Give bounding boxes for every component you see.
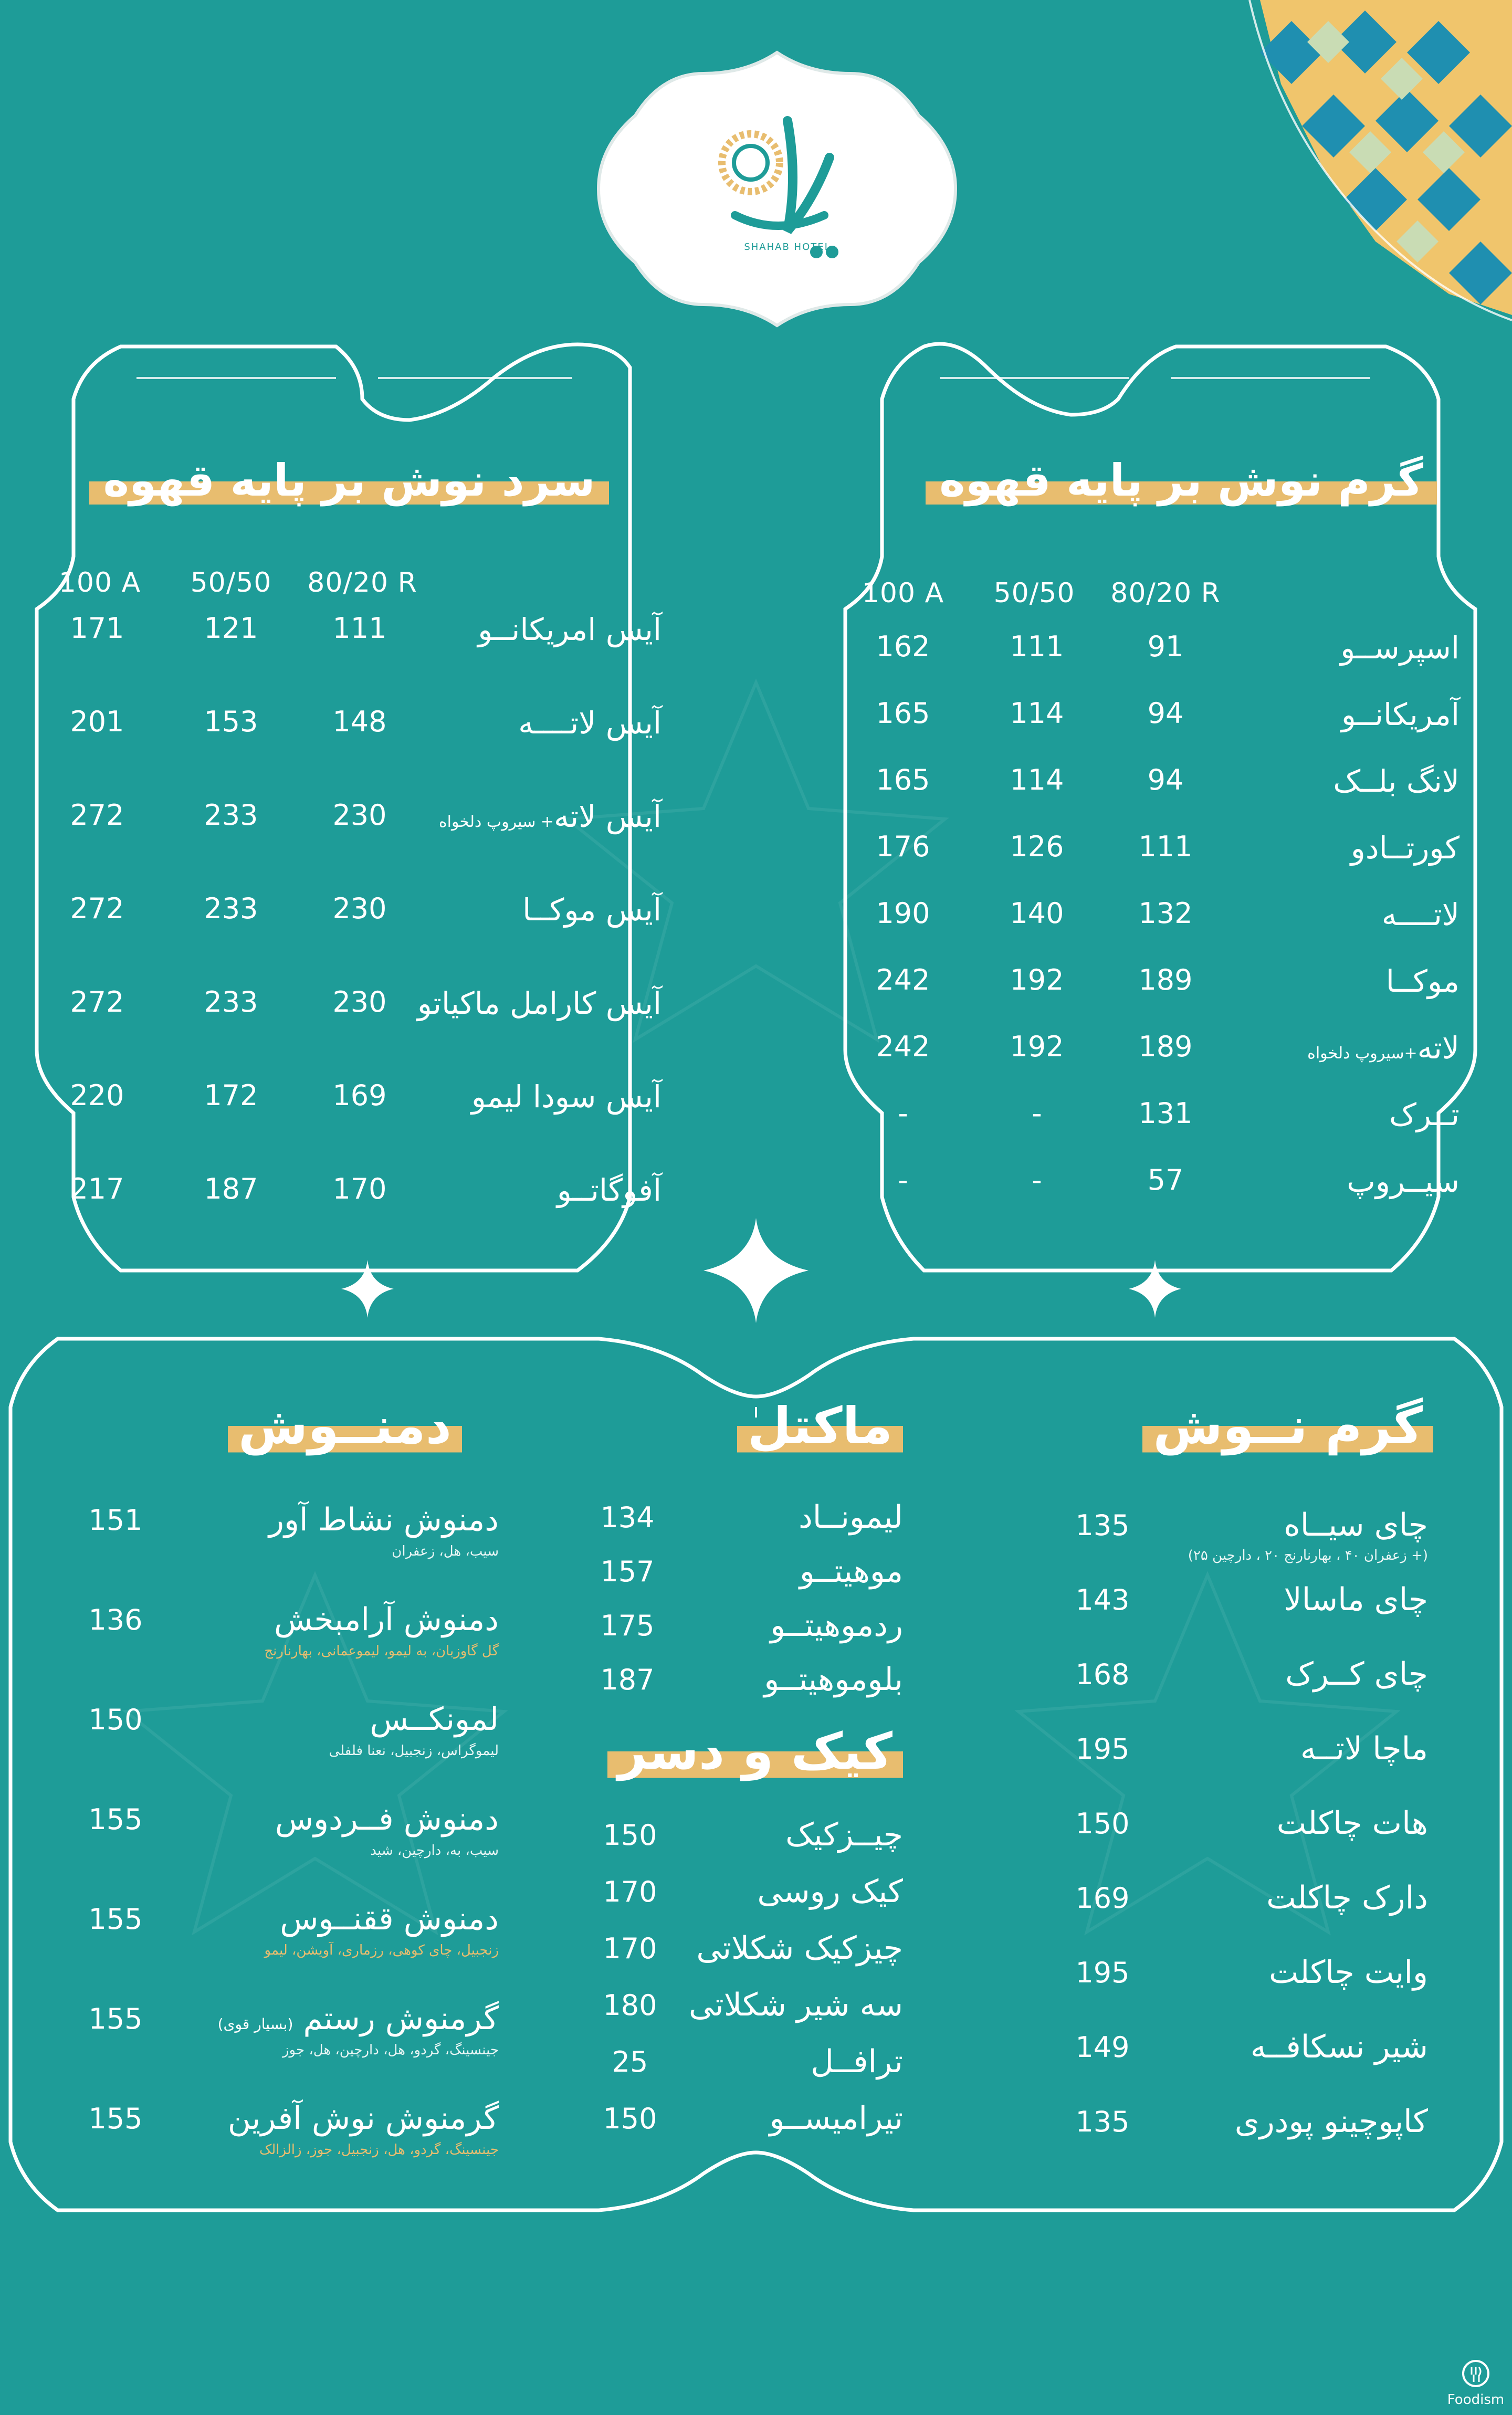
cold-coffee-price-100a: 272 bbox=[70, 799, 124, 832]
hot-coffee-item-label: کورتــادو bbox=[1350, 830, 1460, 866]
herbal-label: گرمنوش رستم bbox=[303, 2000, 499, 2037]
hot-drink-price: 143 bbox=[1075, 1583, 1130, 1616]
cold-coffee-price-100a: 220 bbox=[70, 1079, 124, 1112]
cold-coffee-item-note: + سیروپ دلخواه bbox=[438, 813, 554, 831]
hot-drink-price: 135 bbox=[1075, 1509, 1130, 1542]
herbal-label: دمنوش آرامبخش bbox=[274, 1601, 499, 1638]
herbal-name bbox=[275, 1801, 499, 1838]
cold-coffee-item-name bbox=[478, 612, 662, 647]
hot-drink-name: چای سیــاه bbox=[1284, 1507, 1428, 1544]
cold-coffee-price-100a: 272 bbox=[70, 892, 124, 925]
mocktail-name: بلوموهیتــو bbox=[764, 1661, 903, 1698]
hot-coffee-price-100a: - bbox=[898, 1163, 908, 1196]
cold-coffee-item-label: آیس سودا لیمو bbox=[471, 1079, 662, 1115]
hot-drink-name: چای کــرک bbox=[1285, 1656, 1428, 1693]
hot-coffee-price-100a: 176 bbox=[876, 830, 930, 863]
hot-drink-name: شیر نسکافــه bbox=[1250, 2029, 1428, 2065]
hot-coffee-price-8020: 111 bbox=[1138, 830, 1193, 863]
mocktail-price: 134 bbox=[600, 1501, 655, 1534]
hot-coffee-item-label: آمریکانــو bbox=[1341, 697, 1460, 732]
mosaic-decoration-icon bbox=[1250, 0, 1512, 320]
cake-price: 150 bbox=[603, 1819, 657, 1852]
hot-coffee-item-name bbox=[1341, 697, 1460, 732]
herbal-name bbox=[280, 1900, 499, 1937]
cake-price: 180 bbox=[603, 1989, 657, 2022]
herbal-label: گرمنوش نوش آفرین bbox=[227, 2100, 499, 2137]
cold-coffee-price-100a: 217 bbox=[70, 1172, 124, 1205]
hot-drink-price: 168 bbox=[1075, 1658, 1130, 1691]
hot-coffee-price-8020: 57 bbox=[1147, 1163, 1184, 1196]
logo-caption: SHAHAB HOTEL bbox=[744, 242, 831, 253]
mocktail-name: ردموهیتــو bbox=[770, 1607, 903, 1644]
herbal-name bbox=[228, 2100, 499, 2137]
cold-coffee-item-label: آیس لاتــــه bbox=[518, 705, 662, 741]
hot-drink-name: ماچا لاتــه bbox=[1300, 1730, 1428, 1767]
hot-drink-price: 195 bbox=[1075, 1732, 1130, 1766]
hot-coffee-title: گرم نوش بر پایه قهوه bbox=[892, 452, 1470, 509]
mocktail-name: لیمونــاد bbox=[799, 1499, 903, 1536]
hot-coffee-price-100a: 190 bbox=[876, 897, 930, 930]
herbal-note: لیموگراس، زنجبیل، نعنا فلفلی bbox=[329, 1743, 499, 1759]
hot-coffee-price-5050: 126 bbox=[1010, 830, 1064, 863]
hot-coffee-price-8020: 91 bbox=[1147, 630, 1184, 663]
herbal-title: دمنــوش bbox=[228, 1396, 462, 1455]
hot-coffee-item-name bbox=[1382, 897, 1460, 932]
hot-coffee-price-5050: 192 bbox=[1010, 963, 1064, 996]
herbal-price: 151 bbox=[88, 1504, 143, 1537]
cold-coffee-item-label: آیس لاته bbox=[554, 799, 662, 834]
hot-coffee-item-label: اسپرســو bbox=[1340, 630, 1460, 666]
hot-coffee-price-8020: 131 bbox=[1138, 1097, 1193, 1130]
foodism-icon bbox=[1461, 2359, 1490, 2388]
cold-coffee-price-5050: 121 bbox=[204, 612, 258, 645]
cold-coffee-item-name bbox=[417, 985, 662, 1021]
hot-drink-name: چای ماسالا bbox=[1284, 1581, 1428, 1618]
herbal-name bbox=[269, 1502, 499, 1538]
hot-coffee-price-8020: 94 bbox=[1147, 763, 1184, 796]
foodism-watermark bbox=[1447, 2359, 1505, 2408]
herbal-label: دمنوش نشاط آور bbox=[269, 1502, 499, 1538]
herbal-note: جینسینگ، گردو، هل، دارچین، هل، جوز bbox=[282, 2042, 499, 2058]
hot-coffee-price-8020: 189 bbox=[1138, 1030, 1193, 1063]
cake-name: چیزکیک شکلاتی bbox=[696, 1930, 903, 1967]
hot-coffee-price-5050: - bbox=[1032, 1163, 1042, 1196]
hot-coffee-item-name bbox=[1307, 1030, 1460, 1066]
herbal-label: لمونکــس bbox=[370, 1701, 499, 1738]
herbal-note: سیب، هل، زعفران bbox=[392, 1544, 499, 1559]
cold-coffee-item-name bbox=[557, 1172, 662, 1208]
cold-col-100a: 100 A bbox=[58, 567, 141, 598]
cake-price: 170 bbox=[603, 1875, 657, 1908]
cold-coffee-item-label: آفوگاتــو bbox=[556, 1172, 662, 1208]
hot-coffee-price-5050: - bbox=[1032, 1097, 1042, 1130]
cake-price: 150 bbox=[603, 2102, 657, 2135]
cold-coffee-price-8020: 230 bbox=[332, 892, 387, 925]
herbal-price: 155 bbox=[88, 1903, 143, 1936]
hot-coffee-item-name bbox=[1389, 1097, 1460, 1132]
hot-coffee-item-label: لاتــــه bbox=[1381, 897, 1460, 932]
hotel-logo-icon bbox=[578, 42, 976, 336]
cold-coffee-price-5050: 172 bbox=[204, 1079, 258, 1112]
hot-drink-price: 195 bbox=[1075, 1956, 1130, 1989]
cold-coffee-price-100a: 201 bbox=[70, 705, 124, 738]
hot-drink-price: 150 bbox=[1075, 1807, 1130, 1840]
cake-title: کیک و دسر bbox=[607, 1722, 903, 1781]
hot-drink-name: کاپوچینو پودری bbox=[1234, 2103, 1428, 2140]
hot-coffee-price-8020: 94 bbox=[1147, 697, 1184, 730]
hot-coffee-price-100a: 242 bbox=[876, 1030, 930, 1063]
hot-col-100a: 100 A bbox=[862, 578, 944, 609]
cold-coffee-price-5050: 233 bbox=[204, 799, 258, 832]
hot-coffee-item-label: لانگ بلــک bbox=[1333, 763, 1460, 799]
herbal-label: دمنوش ققنــوس bbox=[280, 1900, 499, 1937]
hot-drink-price: 169 bbox=[1075, 1882, 1130, 1915]
herbal-note: زنجبیل، چای کوهی، رزماری، آویشن، لیمو bbox=[264, 1942, 499, 1958]
hot-coffee-item-name bbox=[1386, 963, 1460, 999]
cold-coffee-price-5050: 233 bbox=[204, 892, 258, 925]
cake-price: 25 bbox=[612, 2045, 648, 2078]
hot-col-8020: 80/20 R bbox=[1110, 578, 1221, 609]
hot-coffee-item-label: سیــروپ bbox=[1347, 1163, 1460, 1199]
herbal-inline-note: (بسیار قوی) bbox=[217, 2015, 293, 2033]
cold-coffee-item-label: آیس موکــا bbox=[522, 892, 662, 928]
hot-coffee-price-100a: 162 bbox=[876, 630, 930, 663]
cold-coffee-item-label: آیس امریکانــو bbox=[478, 612, 662, 647]
herbal-name bbox=[274, 1601, 499, 1638]
hot-drink-price: 149 bbox=[1075, 2031, 1130, 2064]
hot-drink-name: دارک چاکلت bbox=[1266, 1880, 1428, 1916]
hot-drink-note: (+ زعفران ۴۰ ، بهارنارنج ۲۰ ، دارچین ۲۵) bbox=[1188, 1548, 1428, 1563]
herbal-note: سیب، به، دارچین، شید bbox=[370, 1843, 499, 1858]
hot-coffee-item-name bbox=[1333, 763, 1460, 799]
herbal-price: 136 bbox=[88, 1603, 143, 1636]
mocktail-title: ماکتل bbox=[737, 1396, 903, 1455]
hot-coffee-item-label: لاته bbox=[1417, 1030, 1460, 1066]
herbal-name bbox=[218, 2000, 499, 2037]
cake-name: ترافــل bbox=[811, 2043, 903, 2080]
hot-coffee-price-8020: 189 bbox=[1138, 963, 1193, 996]
cold-coffee-item-name bbox=[439, 799, 662, 834]
cold-col-5050: 50/50 bbox=[190, 567, 272, 598]
hot-coffee-item-name bbox=[1340, 630, 1460, 666]
cake-name: تیرامیســو bbox=[769, 2100, 903, 2137]
herbal-price: 150 bbox=[88, 1703, 143, 1736]
cold-coffee-item-name bbox=[471, 1079, 662, 1115]
cake-name: چیــزکیک bbox=[785, 1816, 903, 1853]
cold-coffee-item-name bbox=[522, 892, 662, 928]
hot-coffee-item-name bbox=[1347, 1163, 1460, 1199]
hot-coffee-item-name bbox=[1351, 830, 1460, 866]
cold-coffee-price-8020: 230 bbox=[332, 985, 387, 1018]
cold-coffee-price-8020: 169 bbox=[332, 1079, 387, 1112]
herbal-note: جینسینگ، گردو، هل، زنجبیل، جوز، زالزالک bbox=[259, 2142, 499, 2158]
cold-coffee-item-name bbox=[518, 705, 662, 741]
hotel-logo bbox=[578, 42, 976, 336]
foodism-label: Foodism bbox=[1447, 2392, 1505, 2408]
hot-coffee-price-100a: - bbox=[898, 1097, 908, 1130]
cold-coffee-price-8020: 111 bbox=[332, 612, 387, 645]
cold-coffee-price-8020: 148 bbox=[332, 705, 387, 738]
hot-coffee-item-label: موکــا bbox=[1385, 963, 1460, 999]
herbal-price: 155 bbox=[88, 2002, 143, 2035]
hot-coffee-price-100a: 165 bbox=[876, 697, 930, 730]
cold-coffee-price-8020: 170 bbox=[332, 1172, 387, 1205]
herbal-name bbox=[370, 1701, 499, 1738]
mocktail-price: 157 bbox=[600, 1555, 655, 1588]
cold-coffee-price-5050: 187 bbox=[204, 1172, 258, 1205]
hot-drink-name: هات چاکلت bbox=[1276, 1805, 1428, 1842]
hot-coffee-item-label: تــرک bbox=[1389, 1097, 1460, 1132]
mocktail-price: 175 bbox=[600, 1609, 655, 1642]
cold-coffee-price-5050: 153 bbox=[204, 705, 258, 738]
hot-coffee-item-note: +سیروپ دلخواه bbox=[1307, 1044, 1418, 1063]
hot-coffee-price-5050: 140 bbox=[1010, 897, 1064, 930]
hot-coffee-price-8020: 132 bbox=[1138, 897, 1193, 930]
mocktail-name: موهیتــو bbox=[799, 1553, 903, 1590]
hot-drink-name: وایت چاکلت bbox=[1268, 1954, 1428, 1991]
mocktail-price: 187 bbox=[600, 1663, 655, 1696]
cake-name: سه شیر شکلاتی bbox=[689, 1987, 903, 2023]
hot-col-5050: 50/50 bbox=[993, 578, 1075, 609]
hot-drinks-title: گرم نــوش bbox=[1142, 1396, 1433, 1455]
hot-coffee-price-100a: 242 bbox=[876, 963, 930, 996]
cold-coffee-price-100a: 171 bbox=[70, 612, 124, 645]
hot-coffee-price-5050: 114 bbox=[1010, 697, 1064, 730]
herbal-price: 155 bbox=[88, 1803, 143, 1836]
cold-coffee-price-5050: 233 bbox=[204, 985, 258, 1018]
herbal-label: دمنوش فــردوس bbox=[275, 1801, 499, 1838]
cold-coffee-item-label: آیس کارامل ماکیاتو bbox=[417, 985, 662, 1021]
hot-coffee-price-5050: 114 bbox=[1010, 763, 1064, 796]
hot-drink-price: 135 bbox=[1075, 2105, 1130, 2138]
herbal-note: گل گاوزبان، به لیمو، لیموعمانی، بهارنارنج bbox=[264, 1643, 499, 1659]
cold-coffee-title: سرد نوش بر پایه قهوه bbox=[79, 452, 620, 509]
herbal-price: 155 bbox=[88, 2102, 143, 2135]
hot-coffee-price-5050: 192 bbox=[1010, 1030, 1064, 1063]
cold-col-8020: 80/20 R bbox=[307, 567, 417, 598]
cake-price: 170 bbox=[603, 1932, 657, 1965]
cold-coffee-price-100a: 272 bbox=[70, 985, 124, 1018]
hot-coffee-price-5050: 111 bbox=[1010, 630, 1064, 663]
cold-coffee-price-8020: 230 bbox=[332, 799, 387, 832]
cake-name: کیک روسی bbox=[757, 1873, 903, 1910]
hot-coffee-price-100a: 165 bbox=[876, 763, 930, 796]
